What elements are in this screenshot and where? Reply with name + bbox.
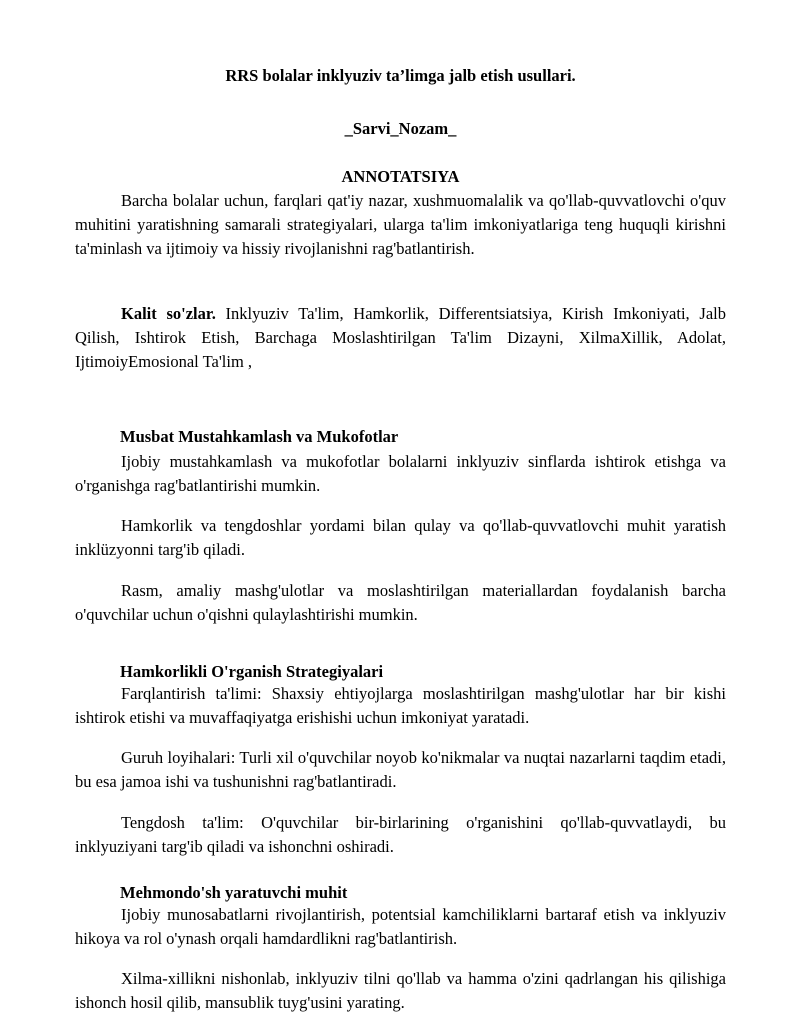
- section-heading: Hamkorlikli O'rganish Strategiyalari: [120, 662, 384, 681]
- section-heading: Musbat Mustahkamlash va Mukofotlar: [120, 427, 399, 446]
- paragraph: Xilma-xillikni nishonlab, inklyuziv tilni qo'llab va hamma o'zini qadrlangan his qilishiga ishonch hosil qilib, mansublik tuyg'usini yarating.: [75, 969, 726, 1012]
- section-heading: Mehmondo'sh yaratuvchi muhit: [120, 883, 348, 902]
- keywords-text: Inklyuziv Ta'lim, Hamkorlik, Differentsiatsiya, Kirish Imkoniyati, Jalb Qilish, Ishtirok Etish, Barchaga Moslashtirilgan Ta'lim Dizayni, XilmaXillik, Adolat, IjtimoiyEmosional Ta'lim ,: [75, 304, 726, 371]
- paragraph: Hamkorlik va tengdoshlar yordami bilan qulay va qo'llab-quvvatlovchi muhit yaratish inklüzyonni targ'ib qiladi.: [75, 516, 726, 559]
- paragraph: Farqlantirish ta'limi: Shaxsiy ehtiyojlarga moslashtirilgan mashg'ulotlar har bir kishi ishtirok etishi va muvaffaqiyatga erishishi uchun imkoniyat yaratadi.: [75, 684, 726, 727]
- author-name: _Sarvi_Nozam_: [344, 119, 457, 138]
- document-title: RRS bolalar inklyuziv ta’limga jalb etish usullari.: [225, 66, 576, 85]
- paragraph: Rasm, amaliy mashg'ulotlar va moslashtirilgan materiallardan foydalanish barcha o'quvchilar uchun o'qishni qulaylashtirishi mumkin.: [75, 581, 726, 624]
- annotation-heading: ANNOTATSIYA: [341, 167, 460, 186]
- paragraph: Tengdosh ta'lim: O'quvchilar bir-birlarining o'rganishini qo'llab-quvvatlaydi, bu inklyuziyani targ'ib qiladi va ishonchni oshiradi.: [75, 813, 726, 856]
- paragraph: Ijobiy munosabatlarni rivojlantirish, potentsial kamchiliklarni bartaraf etish va inklyuziv hikoya va rol o'ynash orqali hamdardlikni rag'batlantirish.: [75, 905, 726, 948]
- keywords-label: Kalit so'zlar.: [121, 304, 216, 323]
- annotation-text: Barcha bolalar uchun, farqlari qat'iy nazar, xushmuomalalik va qo'llab-quvvatlovchi o'quv muhitini yaratishning samarali strategiyalari, ularga ta'lim imkoniyatlariga teng huquqli kirishni ta'minlash va ijtimoiy va hissiy rivojlanishni rag'batlantirish.: [75, 191, 726, 258]
- keywords-paragraph: [75, 302, 726, 374]
- paragraph: Ijobiy mustahkamlash va mukofotlar bolalarni inklyuziv sinflarda ishtirok etishga va o'rganishga rag'batlantirishi mumkin.: [75, 452, 726, 495]
- paragraph: Guruh loyihalari: Turli xil o'quvchilar noyob ko'nikmalar va nuqtai nazarlarni taqdim etadi, bu esa jamoa ishi va tushunishni rag'batlantiradi.: [75, 748, 726, 791]
